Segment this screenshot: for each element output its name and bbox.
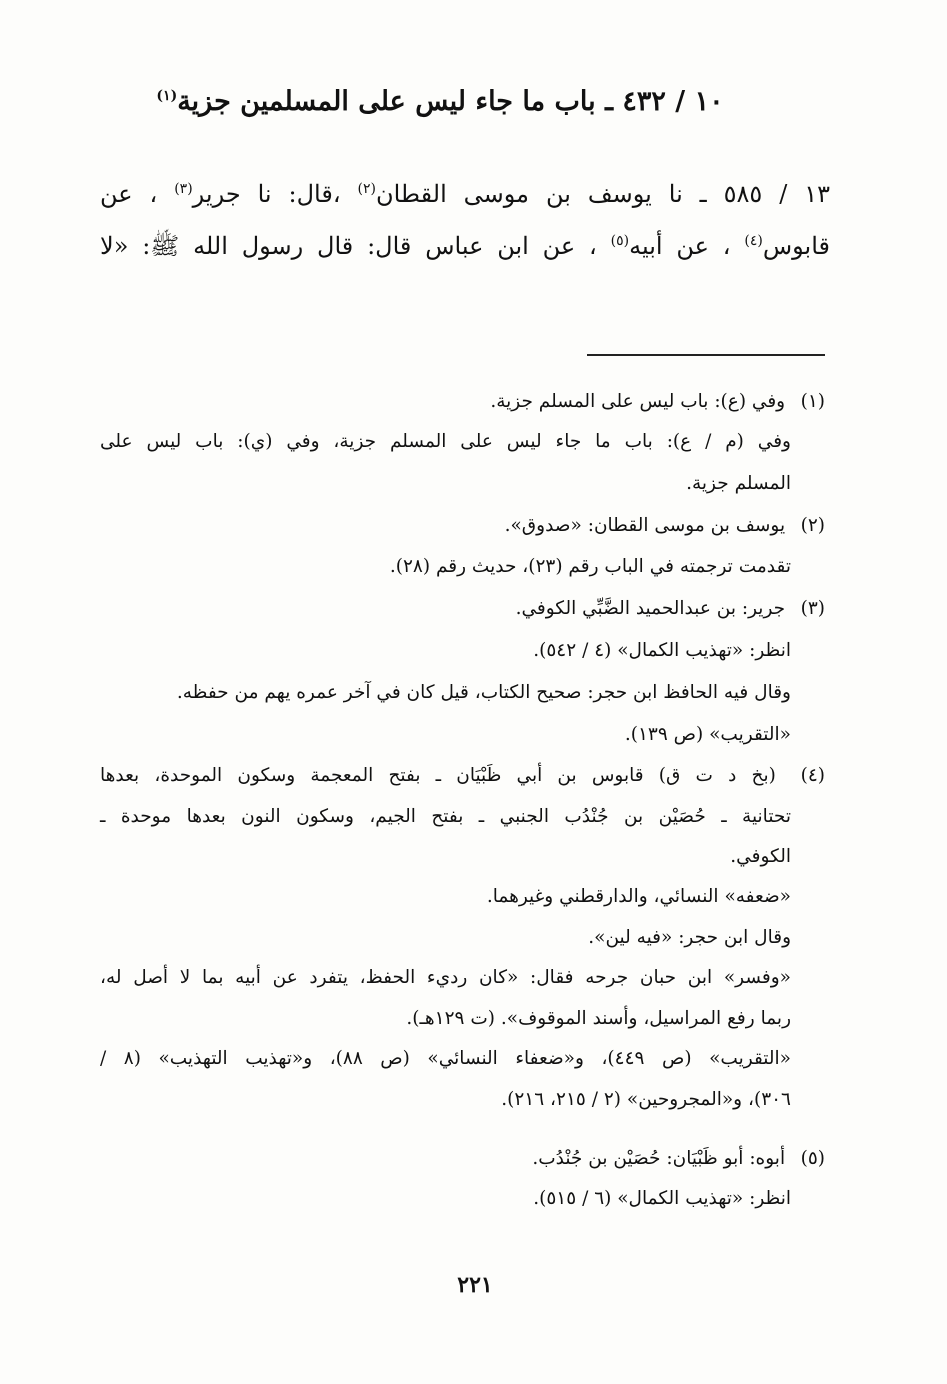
footnote-ref-2: (٢): [357, 181, 376, 197]
footnote-2-line-2: تقدمت ترجمته في الباب رقم (٢٣)، حديث رقم (٢٨).: [389, 556, 791, 577]
footnote-5-line-1: [532, 1139, 825, 1179]
footnote-4-line-1: [100, 756, 825, 796]
footnote-ref-4: (٤): [744, 233, 763, 249]
footnote-4-line-6: «وفسر» ابن حبان جرحه فقال: «كان رديء الحفظ، يتفرد عن أبيه بما لا أصل له،: [100, 967, 791, 988]
footnote-ref-3: (٣): [174, 181, 193, 197]
footnote-3-text: جرير: بن عبدالحميد الضَّبِّي الكوفي.: [515, 598, 786, 619]
footnote-4-line-9: ٣٠٦)، و«المجروحين» (٢ / ٢١٥، ٢١٦).: [501, 1089, 791, 1110]
footnote-4-line-7: ربما رفع المراسيل، وأسند الموقوف». (ت ١٢٩هـ).: [406, 1008, 791, 1029]
footnote-4-marker: (٤): [800, 765, 825, 786]
footnote-3-line-3: وقال فيه الحافظ ابن حجر: صحيح الكتاب، قيل كان في آخر عمره يهم من حفظه.: [176, 682, 791, 703]
chapter-title-text: باب ما جاء ليس على المسلمين جزية: [177, 86, 596, 117]
footnote-2-line-1: [505, 506, 825, 546]
footnote-4-line-5: وقال ابن حجر: «فيه لين».: [588, 927, 791, 948]
footnote-1-line-2: وفي (م / ع): باب ما جاء ليس على المسلم جزية، وفي (ي): باب ليس على: [100, 431, 791, 452]
footnote-5-marker: (٥): [800, 1148, 825, 1169]
hadith-line-2: [100, 220, 830, 272]
footnote-ref-5: (٥): [610, 233, 630, 249]
footnote-2-marker: (٢): [800, 515, 825, 536]
footnote-5-text: أبوه: أبو ظَبْيَان: حُصَيْن بن جُنْدُب.: [532, 1148, 786, 1169]
footnote-4-line-3: الكوفي.: [730, 846, 791, 867]
footnote-4-line-4: «ضعفه» النسائي، والدارقطني وغيرهما.: [486, 886, 791, 907]
page-number: ٢٢١: [457, 1272, 493, 1298]
footnote-3-marker: (٣): [800, 598, 825, 619]
footnote-1-line-1: [490, 382, 825, 422]
chapter-footnote-ref: (١): [156, 88, 178, 104]
hadith-isnad-mid: ،قال: نا جرير: [192, 180, 341, 208]
chapter-title: [120, 82, 760, 122]
footnote-1-line-3: المسلم جزية.: [686, 473, 791, 494]
footnote-1-marker: (١): [800, 391, 825, 412]
hadith-narrator: قابوس: [762, 232, 830, 260]
hadith-narrator-mid: ، عن أبيه: [629, 232, 731, 260]
footnote-1-text: وفي (ع): باب ليس على المسلم جزية.: [490, 391, 786, 412]
footnote-3-line-2: انظر: «تهذيب الكمال» (٤ / ٥٤٢).: [533, 640, 791, 661]
footnote-4-text: (بخ د ت ق) قابوس بن أبي ظَبْيَان ـ بفتح المعجمة وسكون الموحدة، بعدها: [100, 765, 776, 786]
footnote-4-line-8: «التقريب» (ص ٤٤٩)، و«ضعفاء النسائي» (ص ٨٨)، و«تهذيب التهذيب» (٨ /: [100, 1048, 791, 1069]
footnote-divider: [587, 354, 825, 356]
hadith-isnad-start: ١٣ / ٥٨٥ ـ نا يوسف بن موسى القطان: [375, 180, 831, 208]
footnote-3-line-4: «التقريب» (ص ١٣٩).: [624, 724, 791, 745]
footnote-3-line-1: [516, 589, 825, 629]
hadith-line-1: [100, 168, 830, 220]
hadith-matn-start: ، عن ابن عباس قال: قال رسول الله ﷺ: «لا: [100, 232, 597, 260]
hadith-isnad-end: ، عن: [100, 180, 158, 208]
hadith-text: [100, 168, 830, 272]
footnote-2-text: يوسف بن موسى القطان: «صدوق».: [504, 515, 786, 536]
chapter-number: ١٠ / ٤٣٢ ـ: [605, 86, 724, 117]
footnote-5-line-2: انظر: «تهذيب الكمال» (٦ / ٥١٥).: [533, 1188, 791, 1209]
footnote-4-line-2: تحتانية ـ حُصَيْن بن جُنْدُب الجنبي ـ بفتح الجيم، وسكون النون بعدها موحدة ـ: [100, 806, 791, 827]
